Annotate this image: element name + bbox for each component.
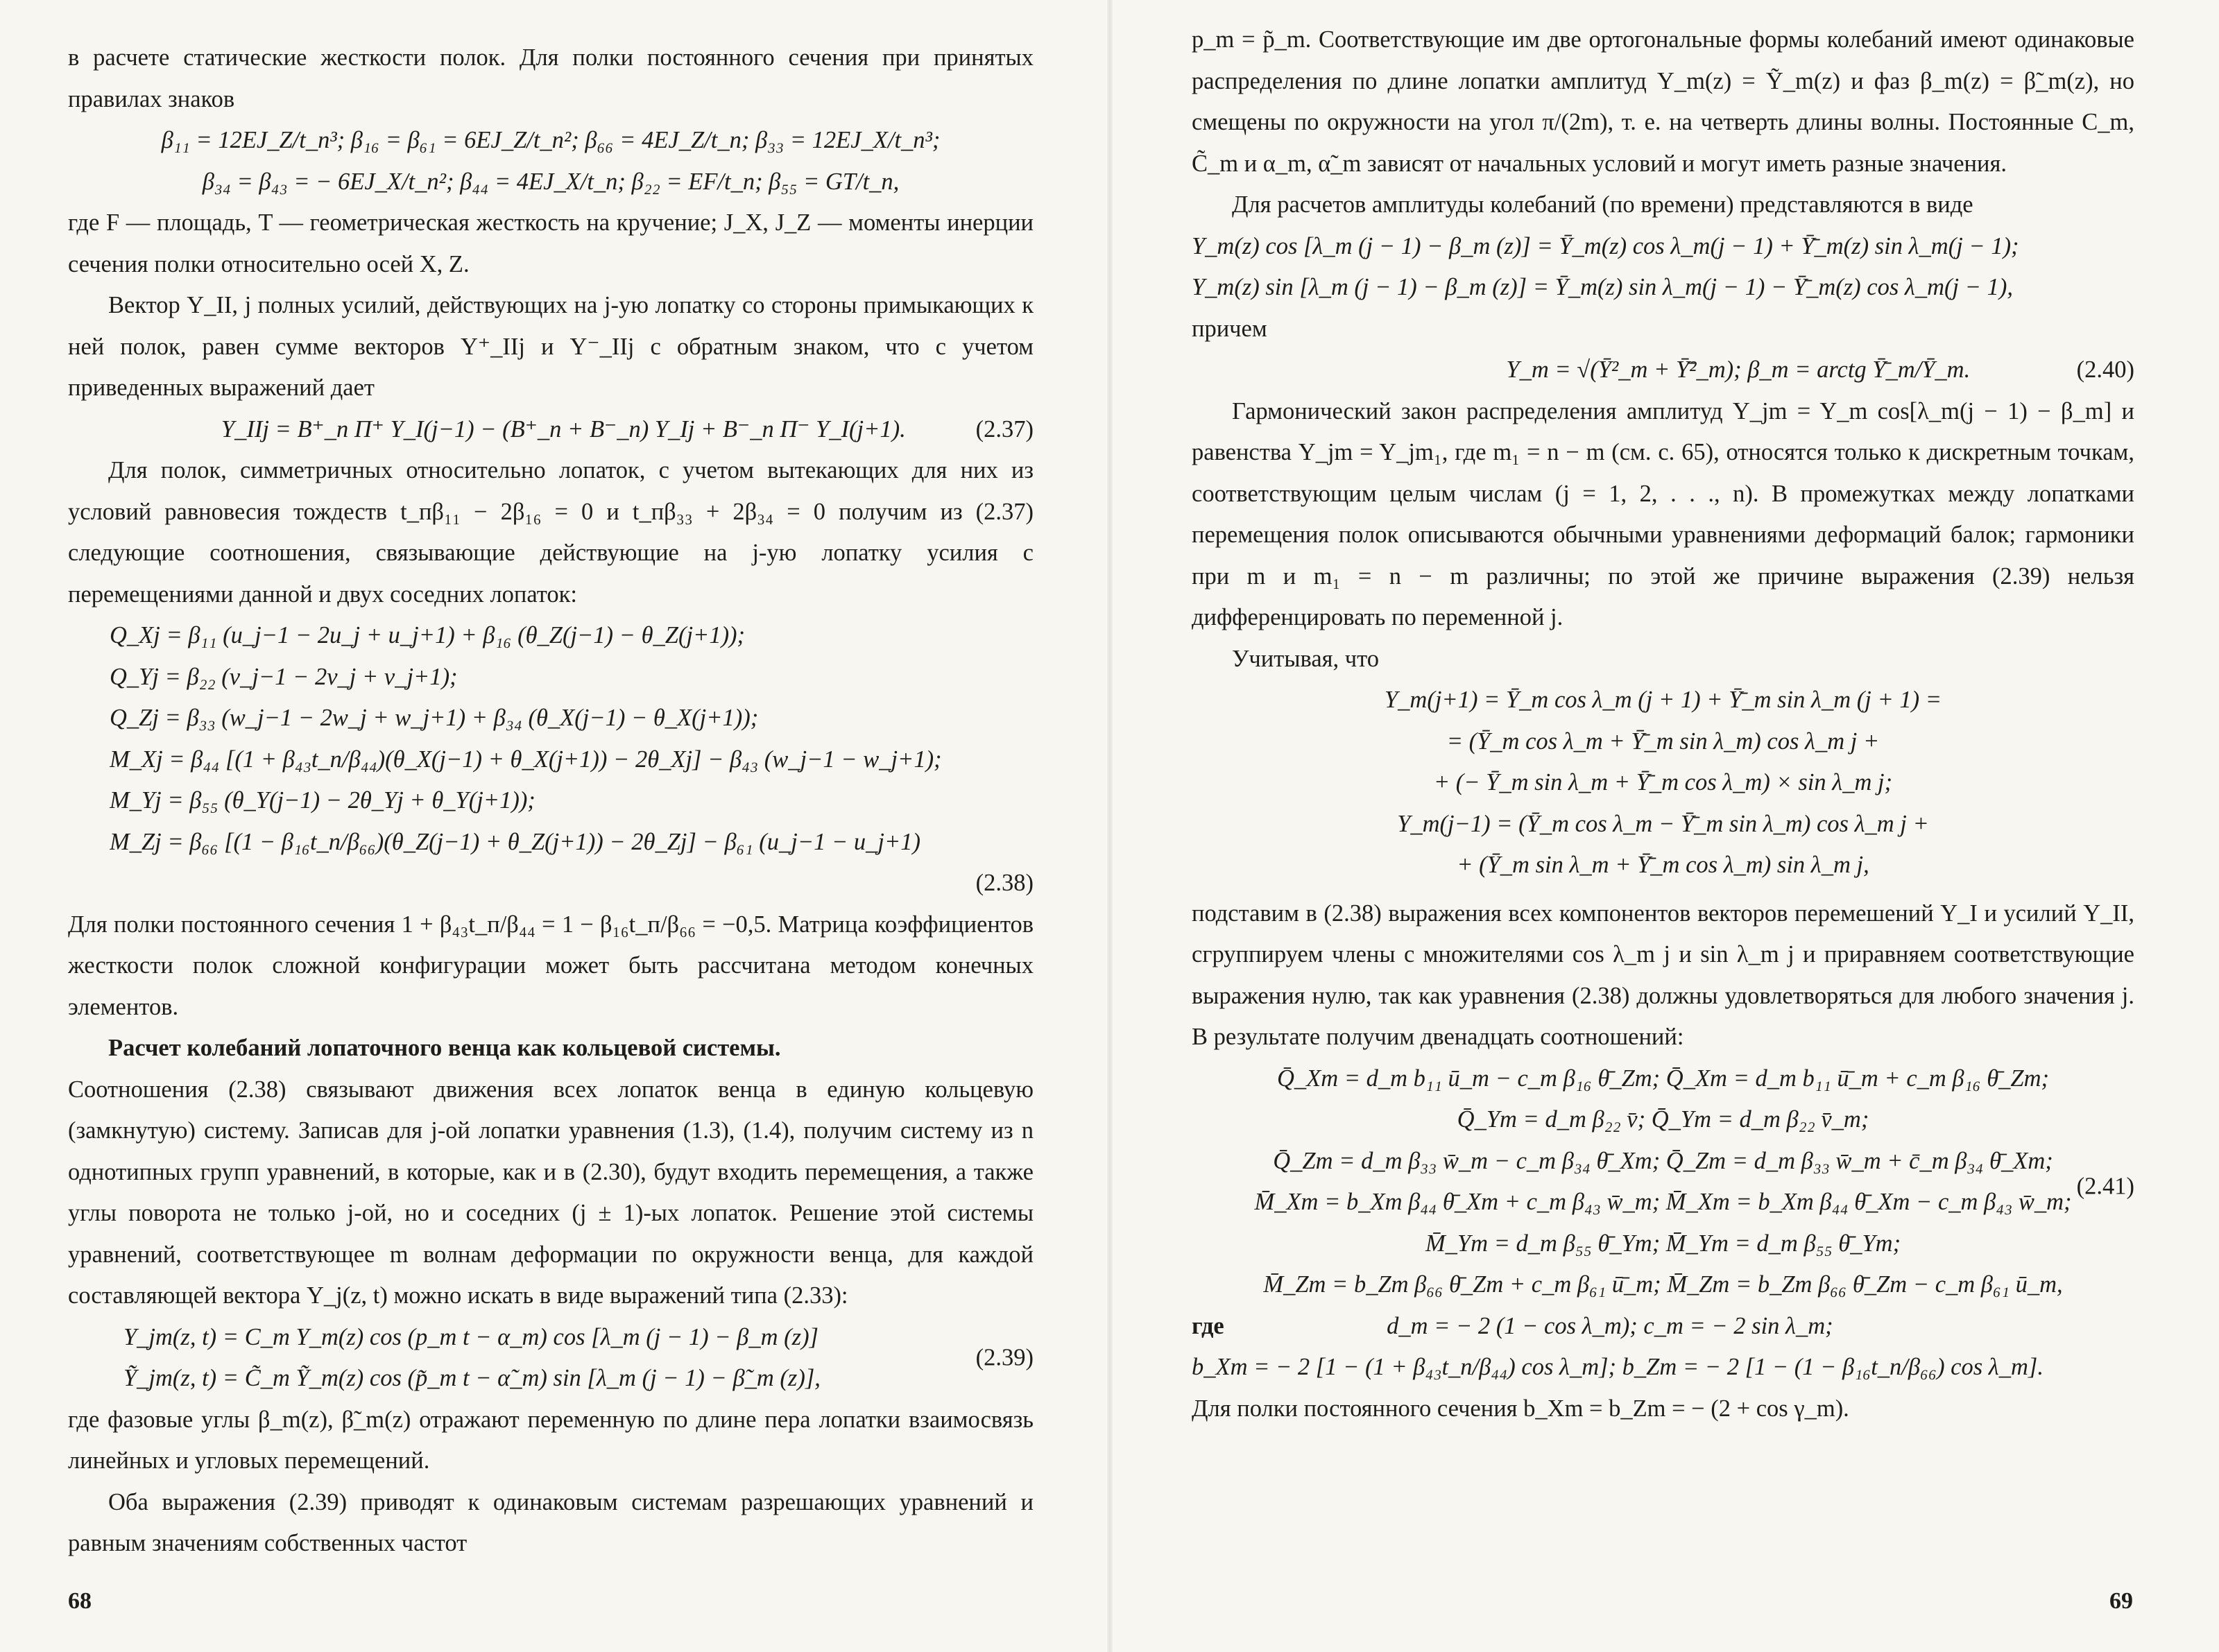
- equation-2-39-group: [68, 1317, 1034, 1400]
- equation-2-37: [68, 409, 1034, 451]
- stiffness-equation-1: β₁₁ = 12EJ_Z/t_п³; β₁₆ = β₆₁ = 6EJ_Z/t_п²; β₆₆ = 4EJ_Z/t_п; β₃₃ = 12EJ_X/t_п³;: [161, 127, 941, 153]
- given-equation-line: Y_m(j−1) = (Ȳ_m cos λ_m − Ȳ̄_m sin λ_m) cos λ_m j +: [1397, 810, 1929, 837]
- amplitude-equation-2: Y_m(z) sin [λ_m (j − 1) − β_m (z)] = Ȳ_m(z) sin λ_m(j − 1) − Ȳ̄_m(z) cos λ_m(j − 1),: [1192, 274, 2013, 300]
- phase-paragraph: где фазовые углы β_m(z), β̃_m(z) отражают переменную по длине пера лопатки взаимосвязь линейных и угловых перемещений.: [68, 1406, 1034, 1474]
- both-expressions-paragraph: Оба выражения (2.39) приводят к одинаковым системам разрешающих уравнений и равным значениям собственных частот: [68, 1488, 1034, 1556]
- given-equation-line: Y_m(j+1) = Ȳ_m cos λ_m (j + 1) + Ȳ̄_m sin λ_m (j + 1) =: [1384, 687, 1942, 713]
- where-definitions: [1192, 1306, 2134, 1348]
- equation-2-38-line: M_Zj = β₆₆ [(1 − β₁₆t_п/β₆₆)(θ_Z(j−1) + θ_Z(j+1)) − 2θ_Zj] − β₆₁ (u_j−1 − u_j+1): [110, 828, 920, 855]
- vector-paragraph: Вектор Y_II, j полных усилий, действующих на j-ую лопатку со стороны примыкающих к ней полок, равен сумме векторов Y⁺_IIj и Y⁻_IIj с обратным знаком, что с учетом приведенных выражений дает: [68, 292, 1034, 401]
- equation-2-39-number: (2.39): [975, 1344, 1034, 1371]
- equation-2-41-number: (2.41): [2076, 1173, 2134, 1200]
- equation-2-41-group: [1192, 1058, 2134, 1306]
- intro-paragraph: в расчете статические жесткости полок. Для полки постоянного сечения при принятых правилах знаков: [68, 44, 1034, 112]
- given-equation-line: = (Ȳ_m cos λ_m + Ȳ̄_m sin λ_m) cos λ_m j +: [1446, 728, 1880, 755]
- where-label: где: [1192, 1312, 1224, 1339]
- given-word: Учитывая, что: [1232, 645, 1379, 672]
- equation-2-38-line: M_Xj = β₄₄ [(1 + β₄₃t_п/β₄₄)(θ_X(j−1) + θ_X(j+1)) − 2θ_Xj] − β₄₃ (w_j−1 − w_j+1);: [110, 746, 942, 773]
- equation-2-41-line: M̄_Xm = b_Xm β₄₄ θ̄_Xm + c_m β₄₃ w̄̄_m; M̄̄_Xm = b_Xm β₄₄ θ̄̄_Xm − c_m β₄₃ w̄_m;: [1254, 1189, 2072, 1215]
- equation-2-41-line: M̄_Zm = b_Zm β₆₆ θ̄_Zm + c_m β₆₁ ū̄_m; M̄̄_Zm = b_Zm β₆₆ θ̄̄_Zm − c_m β₆₁ ū_m,: [1263, 1271, 2063, 1298]
- equation-2-38-line: Q_Zj = β₃₃ (w_j−1 − 2w_j + w_j+1) + β₃₄ (θ_X(j−1) − θ_X(j+1));: [110, 705, 759, 731]
- amplitude-paragraph: Для расчетов амплитуды колебаний (по времени) представляются в виде: [1232, 191, 1973, 218]
- equation-2-39-line: Y_jm(z, t) = C_m Y_m(z) cos (p_m t − α_m) cos [λ_m (j − 1) − β_m (z)]: [123, 1323, 819, 1350]
- equation-2-37-number: (2.37): [975, 415, 1034, 442]
- final-paragraph: Для полки постоянного сечения b_Xm = b_Zm = − (2 + cos γ_m).: [1192, 1395, 1849, 1422]
- equation-2-38-line: M_Yj = β₅₅ (θ_Y(j−1) − 2θ_Yj + θ_Y(j+1));: [110, 787, 536, 814]
- where-paragraph: где F — площадь, T — геометрическая жесткость на кручение; J_X, J_Z — моменты инерции сечения полки относительно осей X, Z.: [68, 209, 1034, 277]
- equation-2-41-line: Q̄_Zm = d_m β₃₃ w̄_m − c_m β₃₄ θ̄̄_Xm; Q̄̄_Zm = d_m β₃₃ w̄̄_m + c̄_m β₃₄ θ̄_Xm;: [1273, 1147, 2053, 1174]
- given-equations: [1192, 680, 2134, 886]
- section-title: Расчет колебаний лопаточного венца как кольцевой системы.: [108, 1035, 781, 1061]
- equation-2-39-line: Ỹ_jm(z, t) = C̃_m Ỹ_m(z) cos (p̃_m t − α̃_m) sin [λ_m (j − 1) − β̃_m (z)],: [123, 1365, 821, 1391]
- equation-2-40-body: Y_m = √(Ȳ²_m + Ȳ̄²_m); β_m = arctg Ȳ̄_m/Ȳ_m.: [1506, 356, 1971, 383]
- constant-section-paragraph: Для полки постоянного сечения 1 + β₄₃t_п/β₄₄ = 1 − β₁₆t_п/β₆₆ = −0,5. Матрица коэффициентов жесткости полок сложной конфигурации может быть рассчитана методом конечных элементов.: [68, 911, 1034, 1020]
- given-equation-line: + (Ȳ_m sin λ_m + Ȳ̄_m cos λ_m) sin λ_m j,: [1457, 852, 1869, 878]
- equation-2-41-line: M̄_Ym = d_m β₅₅ θ̄_Ym; M̄̄_Ym = d_m β₅₅ θ̄̄_Ym;: [1425, 1230, 1901, 1257]
- amplitude-equation-1: Y_m(z) cos [λ_m (j − 1) − β_m (z)] = Ȳ_m(z) cos λ_m(j − 1) + Ȳ̄_m(z) sin λ_m(j − 1);: [1192, 232, 2019, 259]
- equation-2-41-line: Q̄_Xm = d_m b₁₁ ū_m − c_m β₁₆ θ̄̄_Zm; Q̄̄_Xm = d_m b₁₁ ū̄_m + c_m β₁₆ θ̄_Zm;: [1276, 1065, 2050, 1092]
- b-coefficients-equation: b_Xm = − 2 [1 − (1 + β₄₃t_п/β₄₄) cos λ_m]; b_Zm = − 2 [1 − (1 − β₁₆t_п/β₆₆) cos λ_m].: [1192, 1354, 2044, 1380]
- equation-2-40: [1192, 350, 2134, 391]
- equation-2-38-number: (2.38): [975, 870, 1034, 896]
- equation-2-41-line: Q̄_Ym = d_m β₂₂ v̄; Q̄̄_Ym = d_m β₂₂ v̄̄_m;: [1457, 1106, 1869, 1133]
- equation-2-37-body: Y_IIj = B⁺_п П⁺ Y_I(j−1) − (B⁺_п + B⁻_п) Y_Ij + B⁻_п П⁻ Y_I(j+1).: [221, 415, 906, 442]
- top-paragraph: p_m = p̃_m. Соответствующие им две ортогональные формы колебаний имеют одинаковые распределения по длине лопатки амплитуд Y_m(z) = Ỹ_m(z) и фаз β_m(z) = β̃_m(z), но смещены по окружности на угол π/(2m), т. е. на четверть длины волны. Постоянные C_m, C̃_m и α_m, α̃_m зависят от начальных условий и могут иметь разные значения.: [1192, 26, 2134, 177]
- where-equation: d_m = − 2 (1 − cos λ_m); c_m = − 2 sin λ_m;: [1387, 1312, 1833, 1339]
- equation-2-38-group: [68, 615, 1034, 863]
- equation-2-38-line: Q_Xj = β₁₁ (u_j−1 − 2u_j + u_j+1) + β₁₆ (θ_Z(j−1) − θ_Z(j+1));: [110, 622, 746, 648]
- symmetric-paragraph: Для полок, симметричных относительно лопаток, с учетом вытекающих для них из условий равновесия тождеств t_пβ₁₁ − 2β₁₆ = 0 и t_пβ₃₃ + 2β₃₄ = 0 получим из (2.37) следующие соотношения, связывающие действующие на j-ую лопатку усилия с перемещениями данной и двух соседних лопаток:: [68, 457, 1034, 608]
- given-equation-line: + (− Ȳ_m sin λ_m + Ȳ̄_m cos λ_m) × sin λ_m j;: [1433, 769, 1893, 795]
- section-paragraph: Соотношения (2.38) связывают движения всех лопаток венца в единую кольцевую (замкнутую) систему. Записав для j-ой лопатки уравнения (1.3), (1.4), получим систему из n однотипных групп уравнений, в которые, как и в (2.30), будут входить перемещения, а также углы поворота не только j-ой, но и соседних (j ± 1)-ых лопаток. Решение этой системы уравнений, соответствующее m волнам деформации по окружности венца, для каждой составляющей вектора Y_j(z, t) можно искать в виде выражений типа (2.33):: [68, 1076, 1034, 1309]
- harmonic-paragraph: Гармонический закон распределения амплитуд Y_jm = Y_m cos[λ_m(j − 1) − β_m] и равенства Y_jm = Y_jm₁, где m₁ = n − m (см. с. 65), относятся только к дискретным точкам, соответствующим целым числам (j = 1, 2, . . ., n). В промежутках между лопатками перемещения полок описываются обычными уравнениями деформаций балок; гармоники при m и m₁ = n − m различны; по этой же причине выражения (2.39) нельзя дифференцировать по переменной j.: [1192, 397, 2134, 630]
- right-page: [1110, 0, 2219, 1652]
- stiffness-equation-2: β₃₄ = β₄₃ = − 6EJ_X/t_п²; β₄₄ = 4EJ_X/t_п; β₂₂ = EF/t_п; β₅₅ = GT/t_п,: [202, 168, 900, 195]
- substitute-paragraph: подставим в (2.38) выражения всех компонентов векторов перемешений Y_I и усилий Y_II, сгруппируем члены с множителями cos λ_m j и sin λ_m j и приравняем соответствующие выражения нулю, так как уравнения (2.38) должны удовлетворяться для любого значения j. В результате получим двенадцать соотношений:: [1192, 900, 2134, 1050]
- where-word: причем: [1192, 315, 1267, 342]
- equation-2-40-number: (2.40): [2076, 356, 2134, 383]
- equation-2-38-line: Q_Yj = β₂₂ (v_j−1 − 2v_j + v_j+1);: [110, 663, 458, 690]
- page-number: 68: [68, 1588, 92, 1614]
- page-number: 69: [2109, 1588, 2133, 1614]
